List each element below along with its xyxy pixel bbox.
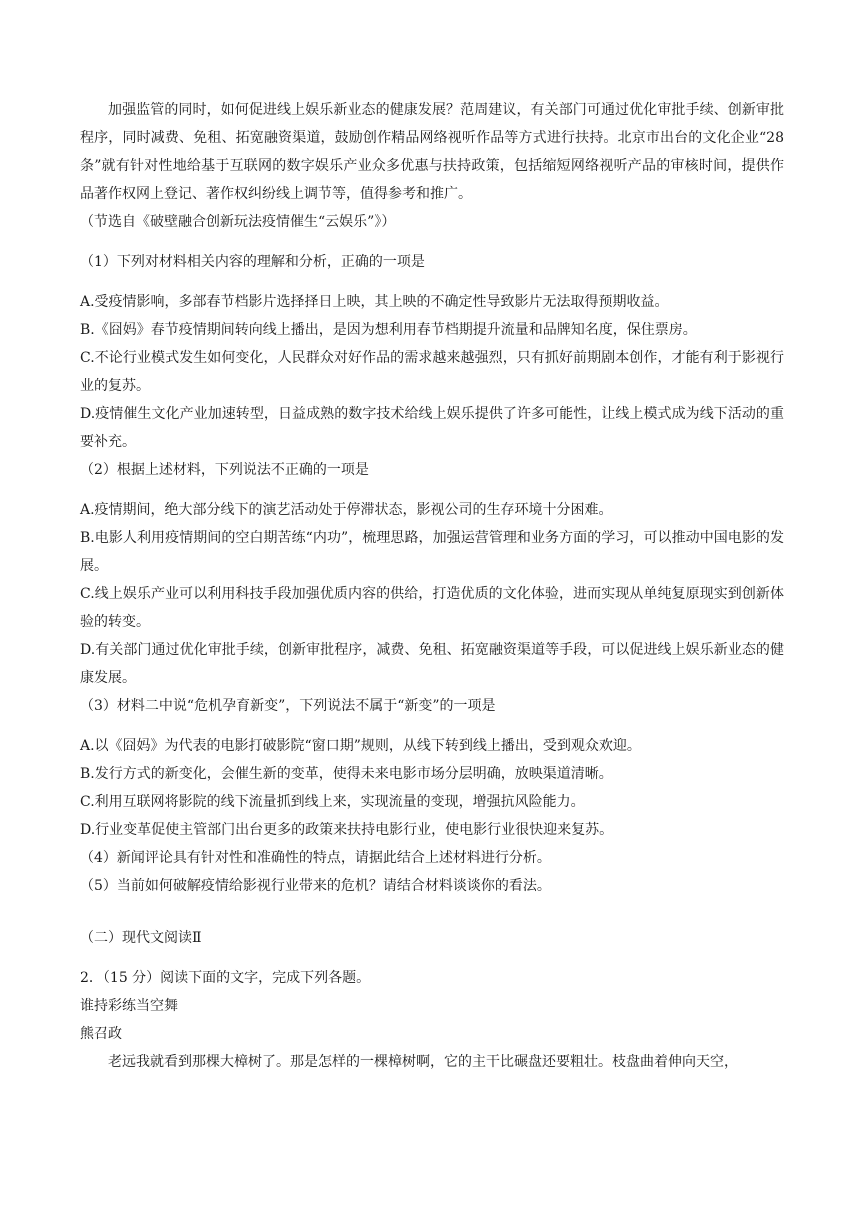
question-1-option-b: B.《囧妈》春节疫情期间转向线上播出，是因为想利用春节档期提升流量和品牌知名度，保住票房。 bbox=[80, 322, 697, 338]
question-2-option-a: A.疫情期间，绝大部分线下的演艺活动处于停滞状态，影视公司的生存环境十分困难。 bbox=[80, 502, 613, 518]
question-1-option-a: A.受疫情影响，多部春节档影片选择择日上映，其上映的不确定性导致影片无法取得预期收益。 bbox=[80, 294, 669, 310]
question-1-option-c: C.不论行业模式发生如何变化，人民群众对好作品的需求越来越强烈，只有抓好前期剧本创作，才能有利于影视行业的复苏。 bbox=[80, 350, 784, 394]
question-3-option-c: C.利用互联网将影院的线下流量抓到线上来，实现流量的变现，增强抗风险能力。 bbox=[80, 794, 585, 810]
section-heading: （二）现代文阅读Ⅱ bbox=[80, 930, 202, 946]
story-first-line: 老远我就看到那棵大樟树了。那是怎样的一棵樟树啊，它的主干比碾盘还要粗壮。枝盘曲着伸向天空， bbox=[108, 1054, 738, 1070]
question-3-option-d: D.行业变革促使主管部门出台更多的政策来扶持电影行业，使电影行业很快迎来复苏。 bbox=[80, 822, 614, 838]
question-3-option-a: A.以《囧妈》为代表的电影打破影院“窗口期”规则，从线下转到线上播出，受到观众欢迎。 bbox=[80, 738, 641, 754]
task-line: 2．（15 分）阅读下面的文字，完成下列各题。 bbox=[80, 970, 371, 986]
question-3-option-b: B.发行方式的新变化，会催生新的变革，使得未来电影市场分层明确，放映渠道清晰。 bbox=[80, 766, 613, 782]
intro-paragraph: 加强监管的同时，如何促进线上娱乐新业态的健康发展？范周建议，有关部门可通过优化审批手续、创新审批程序，同时减费、免租、拓宽融资渠道，鼓励创作精品网络视听作品等方式进行扶持。北京市出台的文化企业“28条”就有针对性地给基于互联网的数字娱乐产业众多优惠与扶持政策，包括缩短网络视听产品的审核时间，提供作品著作权网上登记、著作权纠纷线上调节等，值得参考和推广。 bbox=[80, 102, 784, 202]
story-title: 谁持彩练当空舞 bbox=[80, 998, 178, 1014]
question-1-option-d: D.疫情催生文化产业加速转型，日益成熟的数字技术给线上娱乐提供了许多可能性，让线上模式成为线下活动的重要补充。 bbox=[80, 406, 784, 450]
document-page bbox=[80, 96, 784, 1076]
story-author: 熊召政 bbox=[80, 1026, 122, 1042]
question-1-stem: （1）下列对材料相关内容的理解和分析，正确的一项是 bbox=[80, 254, 425, 270]
source-note: （节选自《破壁融合创新玩法疫情催生“云娱乐”》） bbox=[80, 214, 396, 230]
question-2-option-b: B.电影人利用疫情期间的空白期苦练“内功”，梳理思路，加强运营管理和业务方面的学习，可以推动中国电影的发展。 bbox=[80, 530, 784, 574]
question-5: （5）当前如何破解疫情给影视行业带来的危机？请结合材料谈谈你的看法。 bbox=[80, 878, 551, 894]
question-3-stem: （3）材料二中说“危机孕育新变”，下列说法不属于“新变”的一项是 bbox=[80, 698, 496, 714]
question-2-option-d: D.有关部门通过优化审批手续，创新审批程序，减费、免租、拓宽融资渠道等手段，可以促进线上娱乐新业态的健康发展。 bbox=[80, 642, 784, 686]
question-4: （4）新闻评论具有针对性和准确性的特点，请据此结合上述材料进行分析。 bbox=[80, 850, 551, 866]
question-2-stem: （2）根据上述材料，下列说法不正确的一项是 bbox=[80, 462, 369, 478]
question-2-option-c: C.线上娱乐产业可以利用科技手段加强优质内容的供给，打造优质的文化体验，进而实现从单纯复原现实到创新体验的转变。 bbox=[80, 586, 784, 630]
